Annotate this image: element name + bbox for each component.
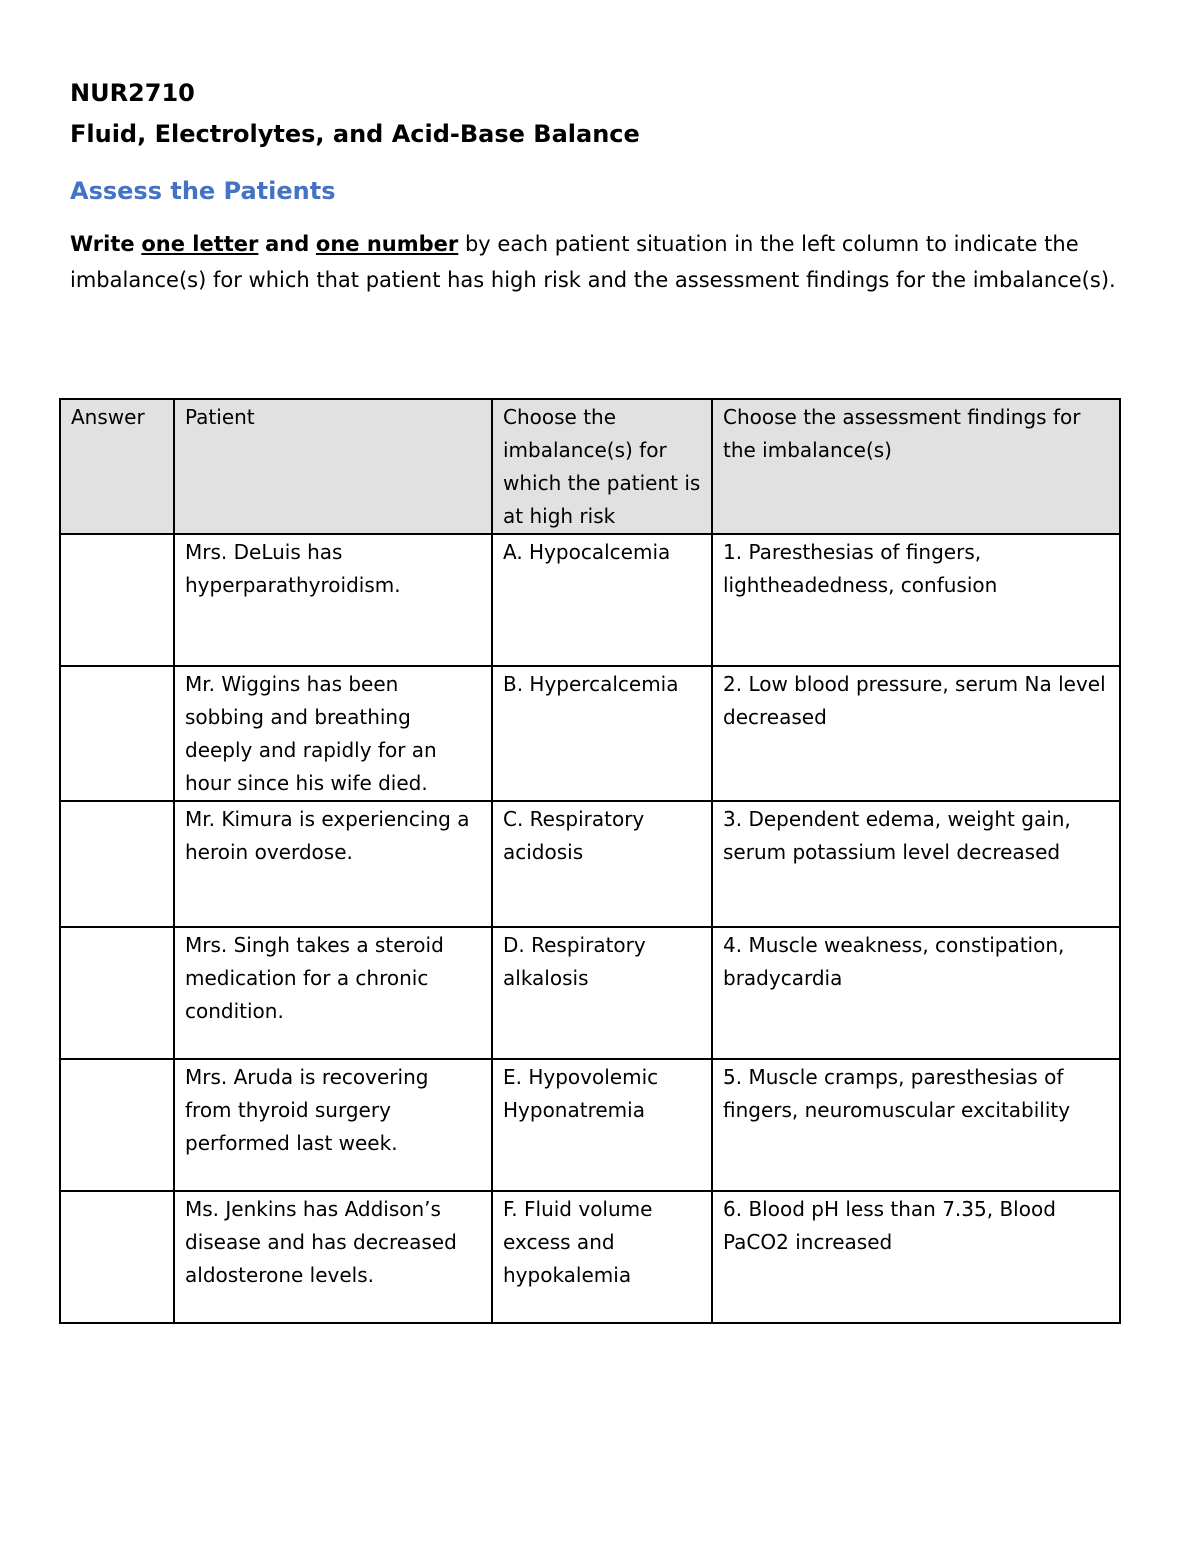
header-imbalance: Choose the imbalance(s) for which the patient is at high risk <box>492 399 712 534</box>
instructions-and: and <box>265 232 310 256</box>
instructions-body: by each patient situation in the left column to indicate the imbalance(s) for which that patient has high risk and the assessment findings for the imbalance(s). <box>70 232 1116 292</box>
table-row <box>60 1059 1120 1191</box>
table-row <box>60 666 1120 801</box>
header-answer: Answer <box>60 399 174 534</box>
instructions-emphasis-letter: one letter <box>141 232 259 256</box>
header-patient: Patient <box>174 399 492 534</box>
findings-cell: 3. Dependent edema, weight gain, serum potassium level decreased <box>712 801 1120 927</box>
imbalance-cell: C. Respiratory acidosis <box>492 801 712 927</box>
patient-cell: Mr. Kimura is experiencing a heroin overdose. <box>174 801 492 927</box>
findings-cell: 1. Paresthesias of fingers, lightheadedness, confusion <box>712 534 1120 666</box>
table-row <box>60 801 1120 927</box>
header-findings: Choose the assessment findings for the imbalance(s) <box>712 399 1120 534</box>
table-row <box>60 534 1120 666</box>
findings-cell: 4. Muscle weakness, constipation, bradycardia <box>712 927 1120 1059</box>
findings-cell: 6. Blood pH less than 7.35, Blood PaCO2 increased <box>712 1191 1120 1323</box>
matching-table <box>59 398 1121 1324</box>
imbalance-cell: A. Hypocalcemia <box>492 534 712 666</box>
table-row <box>60 927 1120 1059</box>
patient-cell: Mr. Wiggins has been sobbing and breathing deeply and rapidly for an hour since his wife died. <box>174 666 492 801</box>
instructions-emphasis-number: one number <box>315 232 459 256</box>
answer-cell[interactable] <box>60 1191 174 1323</box>
table-header-row <box>60 399 1120 534</box>
answer-cell[interactable] <box>60 666 174 801</box>
imbalance-cell: F. Fluid volume excess and hypokalemia <box>492 1191 712 1323</box>
answer-cell[interactable] <box>60 801 174 927</box>
answer-cell[interactable] <box>60 927 174 1059</box>
imbalance-cell: B. Hypercalcemia <box>492 666 712 801</box>
imbalance-cell: E. Hypovolemic Hyponatremia <box>492 1059 712 1191</box>
patient-cell: Mrs. DeLuis has hyperparathyroidism. <box>174 534 492 666</box>
patient-cell: Ms. Jenkins has Addison’s disease and has decreased aldosterone levels. <box>174 1191 492 1323</box>
section-heading: Assess the Patients <box>70 177 336 205</box>
answer-cell[interactable] <box>60 534 174 666</box>
patient-cell: Mrs. Singh takes a steroid medication for a chronic condition. <box>174 927 492 1059</box>
course-code: NUR2710 <box>70 79 195 107</box>
document-title: Fluid, Electrolytes, and Acid-Base Balance <box>70 120 640 148</box>
patient-cell: Mrs. Aruda is recovering from thyroid surgery performed last week. <box>174 1059 492 1191</box>
findings-cell: 5. Muscle cramps, paresthesias of fingers, neuromuscular excitability <box>712 1059 1120 1191</box>
instructions-lead: Write <box>70 232 135 256</box>
imbalance-cell: D. Respiratory alkalosis <box>492 927 712 1059</box>
instructions-paragraph <box>70 226 1130 298</box>
answer-cell[interactable] <box>60 1059 174 1191</box>
table-row <box>60 1191 1120 1323</box>
findings-cell: 2. Low blood pressure, serum Na level decreased <box>712 666 1120 801</box>
